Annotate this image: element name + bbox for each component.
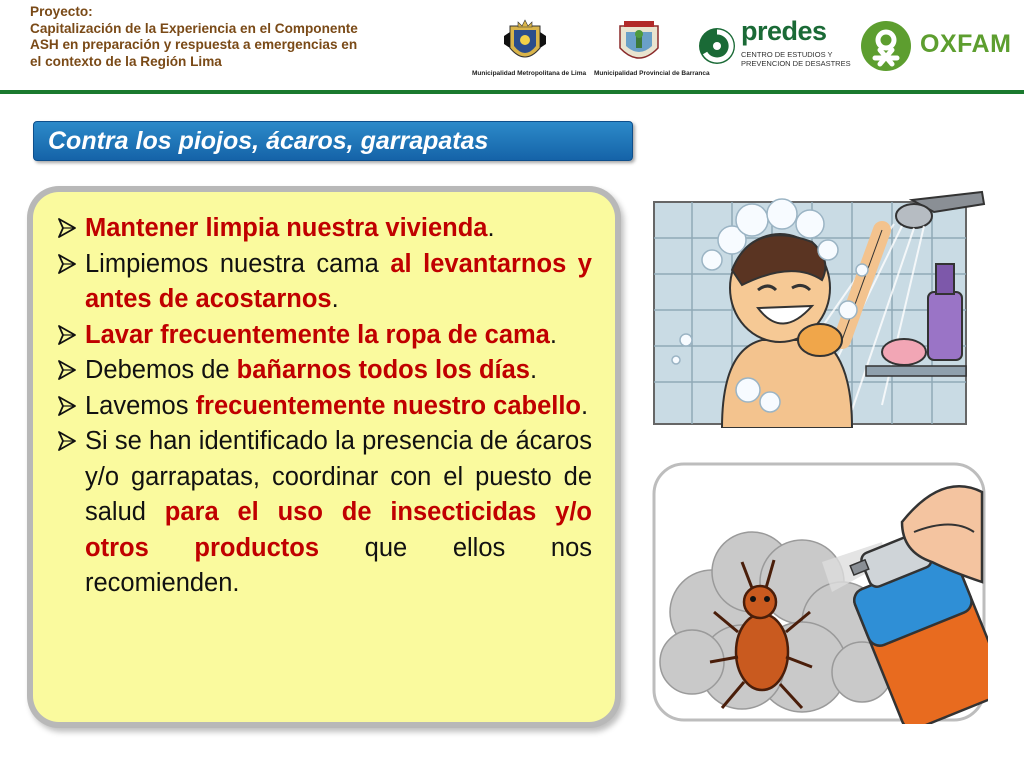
- barranca-logo-caption: Municipalidad Provincial de Barranca: [594, 70, 710, 77]
- predes-logo: [697, 16, 851, 76]
- bullet-item: [55, 353, 592, 389]
- emphasis-text: frecuentemente nuestro cabello: [195, 391, 582, 420]
- project-line: el contexto de la Región Lima: [30, 53, 222, 69]
- bullet-item: [55, 247, 592, 318]
- bullet-item: [55, 211, 592, 247]
- project-line: ASH en preparación y respuesta a emergencias en: [30, 37, 358, 52]
- bullet-text: .: [331, 285, 339, 313]
- arrow-bullet-icon: [55, 318, 79, 352]
- slide-title: Contra los piojos, ácaros, garrapatas: [48, 127, 489, 155]
- bullet-text: Lavemos: [85, 391, 196, 420]
- bullet-text: Debemos de: [85, 356, 237, 384]
- project-line: Proyecto:: [30, 4, 93, 19]
- bullet-list: [55, 211, 592, 602]
- bullet-item: [55, 424, 592, 602]
- shower-illustration: [652, 190, 988, 428]
- arrow-bullet-icon: [55, 353, 79, 387]
- barranca-coat-of-arms-icon: [614, 18, 664, 68]
- oxfam-name: OXFAM: [920, 30, 1012, 58]
- bullet-text: .: [581, 391, 589, 420]
- oxfam-emblem-icon: [860, 20, 912, 72]
- emphasis-text: al levantarnos y antes de acostarnos: [85, 249, 592, 313]
- emphasis-text: para el uso de insecticidas y/o otros productos: [85, 498, 593, 562]
- header-divider: [0, 90, 1024, 94]
- bullet-item: [55, 318, 592, 354]
- lima-logo-caption: Municipalidad Metropolitana de Lima: [472, 70, 587, 77]
- predes-subtitle-line: PREVENCION DE DESASTRES: [741, 59, 851, 68]
- bullet-text: .: [549, 320, 557, 349]
- project-header: [30, 4, 430, 70]
- bullet-text: .: [487, 214, 495, 242]
- arrow-bullet-icon: [55, 389, 79, 423]
- predes-subtitle: [741, 50, 851, 68]
- arrow-bullet-icon: [55, 424, 79, 458]
- predes-emblem-icon: [697, 24, 737, 68]
- bullet-text: .: [529, 356, 538, 384]
- municipal-logos: [470, 18, 710, 80]
- emphasis-text: Mantener limpia nuestra vivienda: [85, 214, 488, 242]
- arrow-bullet-icon: [55, 247, 79, 281]
- lima-coat-of-arms-icon: [500, 18, 550, 68]
- predes-subtitle-line: CENTRO DE ESTUDIOS Y: [741, 50, 833, 59]
- slide-title-bar: [33, 121, 633, 161]
- arrow-bullet-icon: [55, 211, 79, 245]
- oxfam-logo: [860, 20, 1020, 72]
- bullet-text: Si se han identificado la presencia de ácaros y/o garrapatas, coordinar con el puesto de salud: [85, 427, 592, 526]
- insecticide-spray-illustration: [652, 462, 988, 724]
- emphasis-text: Lavar frecuentemente la ropa de cama: [85, 320, 550, 349]
- bullet-text: que ellos nos recomienden.: [85, 533, 592, 597]
- bullet-item: [55, 389, 592, 425]
- project-line: Capitalización de la Experiencia en el Componente: [30, 20, 358, 36]
- emphasis-text: bañarnos todos los días: [236, 356, 530, 384]
- predes-name: predes: [741, 16, 827, 46]
- bullet-text: Limpiemos nuestra cama: [85, 249, 391, 278]
